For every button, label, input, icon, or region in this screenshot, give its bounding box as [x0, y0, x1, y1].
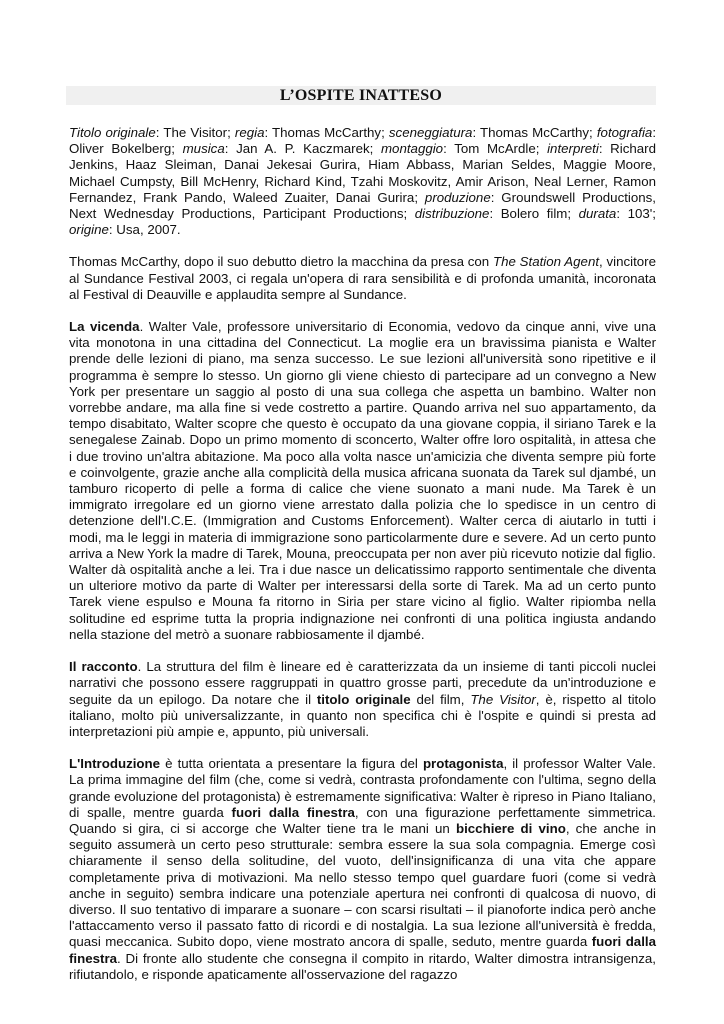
section-text: , con una figurazione perfettamente simmetrica. Quando si gira, ci si accorge che Walter tiene tra le mani un — [69, 804, 656, 836]
vicenda-paragraph — [69, 319, 656, 643]
intro-text: , vincitore al Sundance Festival 2003, ci regala un'opera di rara sensibilità e di profonda umanità, incoronata al Festival di Deauville e applaudita sempre al Sundance. — [69, 254, 657, 302]
emphasis-term: bicchiere di vino — [455, 820, 566, 836]
introduzione-paragraph — [69, 756, 656, 983]
emphasis-term: protagonista — [422, 756, 504, 772]
section-text: . Di fronte allo studente che consegna il compito in ritardo, Walter dimostra intransigenza, rifiutandolo, e risponde apaticamente all'osservazione del ragazzo — [69, 950, 656, 982]
credit-value: : Jan A. P. Kaczmarek; — [224, 141, 381, 157]
section-text: del film, — [410, 691, 471, 707]
credit-label: durata — [578, 206, 617, 222]
title-bar — [66, 86, 656, 105]
film-title: The Visitor — [470, 691, 536, 707]
credit-label: regia — [234, 125, 265, 140]
intro-text: Thomas McCarthy, dopo il suo debutto dietro la macchina da presa con — [69, 254, 493, 270]
emphasis-term: fuori dalla finestra — [69, 934, 656, 966]
credit-label: origine — [69, 222, 109, 238]
credits-paragraph — [69, 125, 656, 238]
credit-value: : Bolero film; — [489, 206, 579, 222]
section-text: , il professor Walter Vale. La prima immagine del film (che, come si vedrà, contrasta profondamente con l'ultima, segno della grande evoluzione del protagonista) è estremamente significativa: Walter è ripreso in Piano Italiano, di spalle, mentre guarda — [69, 756, 656, 820]
section-text: , è, rispetto al titolo italiano, molto più universalizzante, in quanto non specifica chi è l'ospite e quindi si presta ad interpretazioni più ampie e, appunto, più universali. — [69, 691, 657, 739]
document-body — [69, 125, 656, 983]
credit-value: : Thomas McCarthy; — [472, 125, 597, 140]
credit-label: distribuzione — [414, 206, 490, 222]
credit-label: produzione — [424, 189, 491, 205]
credit-label: fotografia — [596, 125, 653, 140]
credit-value: : 103'; — [616, 206, 657, 222]
emphasis-term: fuori dalla finestra — [231, 804, 355, 820]
section-heading: L'Introduzione — [69, 756, 161, 772]
section-text: . La struttura del film è lineare ed è caratterizzata da un insieme di tanti piccoli nuclei narrativi che possono essere raggruppati in quattro grosse parti, precedute da un'introduzione e seguite da un epilogo. Da notare che il — [69, 659, 656, 707]
credit-label: sceneggiatura — [388, 125, 473, 140]
section-text: è tutta orientata a presentare la figura del — [160, 756, 423, 772]
section-heading: La vicenda — [69, 319, 140, 335]
section-heading: Il racconto — [69, 659, 138, 675]
credit-label: interpreti — [547, 141, 599, 157]
credit-label: montaggio — [380, 141, 444, 157]
credit-label: musica — [182, 141, 225, 157]
document-title: L’OSPITE INATTESO — [279, 87, 443, 104]
section-text: . Walter Vale, professore universitario di Economia, vedovo da cinque anni, vive una vita monotona in una cittadina del Connecticut. La moglie era un bravissima pianista e Walter prende delle lezioni di piano, ma senza successo. Le sue lezioni all'università sono ripetitive e il programma è sempre lo stesso. Un giorno gli viene chiesto di partecipare ad un convegno a New York per presentare un saggio al posto di una sua collega che aspetta un bambino. Walter non vorrebbe andare, ma alla fine si vede costretto a partire. Quando arriva nel suo appartamento, da tempo disabitato, Walter scopre che questo è occupato da una giovane coppia, il siriano Tarek e la senegalese Zainab. Dopo un primo momento di sconcerto, Walter offre loro ospitalità, in attesa che i due trovino un'altra abitazione. Ma poco alla volta nasce un'amicizia che diventa sempre più forte e coinvolgente, grazie anche alla complicità della musica africana suonata da Tarek sul djambé, un tamburo ricoperto di pelle a forma di calice che viene suonato a mani nude. Ma Tarek è un immigrato irregolare ed un giorno viene arrestato dalla polizia che lo spedisce in un centro di detenzione dell'I.C.E. (Immigration and Customs Enforcement). Walter cerca di aiutarlo in tutti i modi, ma le leggi in materia di immigrazione sono particolarmente dure e severe. Ad un certo punto arriva a New York la madre di Tarek, Mouna, preoccupata per non aver più ricevuto notizie dal figlio. Walter dà ospitalità anche a lei. Tra i due nasce un delicatissimo rapporto sentimentale che diventa un ulteriore motivo da parte di Walter per interessarsi della sorte di Tarek. Ma ad un certo punto Tarek viene espulso e Mouna fa ritorno in Siria per stare vicino al figlio. Walter ripiomba nella solitudine ed esprime tutta la propria indignazione nei confronti di una politica ingiusta andando nella stazione del metrò a suonare rabbiosamente il djambé. — [69, 319, 656, 642]
section-text: , che anche in seguito assumerà un certo peso strutturale: sembra essere la sua sola compagnia. Emerge così chiaramente il senso della solitudine, del vuoto, dell'insignificanza di una vita che appare completamente priva di motivazioni. Ma nello stesso tempo quel guardare fuori (come si vedrà anche in seguito) sembra indicare una potenziale apertura nei confronti di qualcosa di nuovo, di diverso. Il suo tentativo di imparare a suonare – con scarsi risultati – il pianoforte indica però anche l'attaccamento verso il passato fatto di ricordi e di nostalgia. La sua lezione all'università è fredda, quasi meccanica. Subito dopo, viene mostrato ancora di spalle, seduto, mentre guarda — [69, 820, 656, 950]
credit-value: : Tom McArdle; — [443, 141, 548, 157]
credit-value: : Oliver Bokelberg; — [69, 125, 657, 157]
credit-label: Titolo originale — [69, 125, 156, 140]
credit-value: : Richard Jenkins, Haaz Sleiman, Danai Jekesai Gurira, Hiam Abbass, Marian Seldes, Maggie Moore, Michael Cumpsty, Bill McHenry, Richard Kind, Tzahi Moskovitz, Amir Arison, Neal Lerner, Ramon Fernandez, Frank Pando, Waleed Zuaiter, Danai Gurira; — [69, 141, 656, 205]
film-title: The Station Agent — [492, 254, 600, 270]
credit-value: : The Visitor; — [155, 125, 235, 140]
racconto-paragraph — [69, 659, 656, 740]
credit-value: : Thomas McCarthy; — [264, 125, 389, 140]
credit-value: : Groundswell Productions, Next Wednesday Productions, Participant Productions; — [69, 189, 657, 222]
intro-paragraph — [69, 254, 656, 303]
credit-value: : Usa, 2007. — [108, 222, 181, 238]
emphasis-term: titolo originale — [316, 691, 411, 707]
